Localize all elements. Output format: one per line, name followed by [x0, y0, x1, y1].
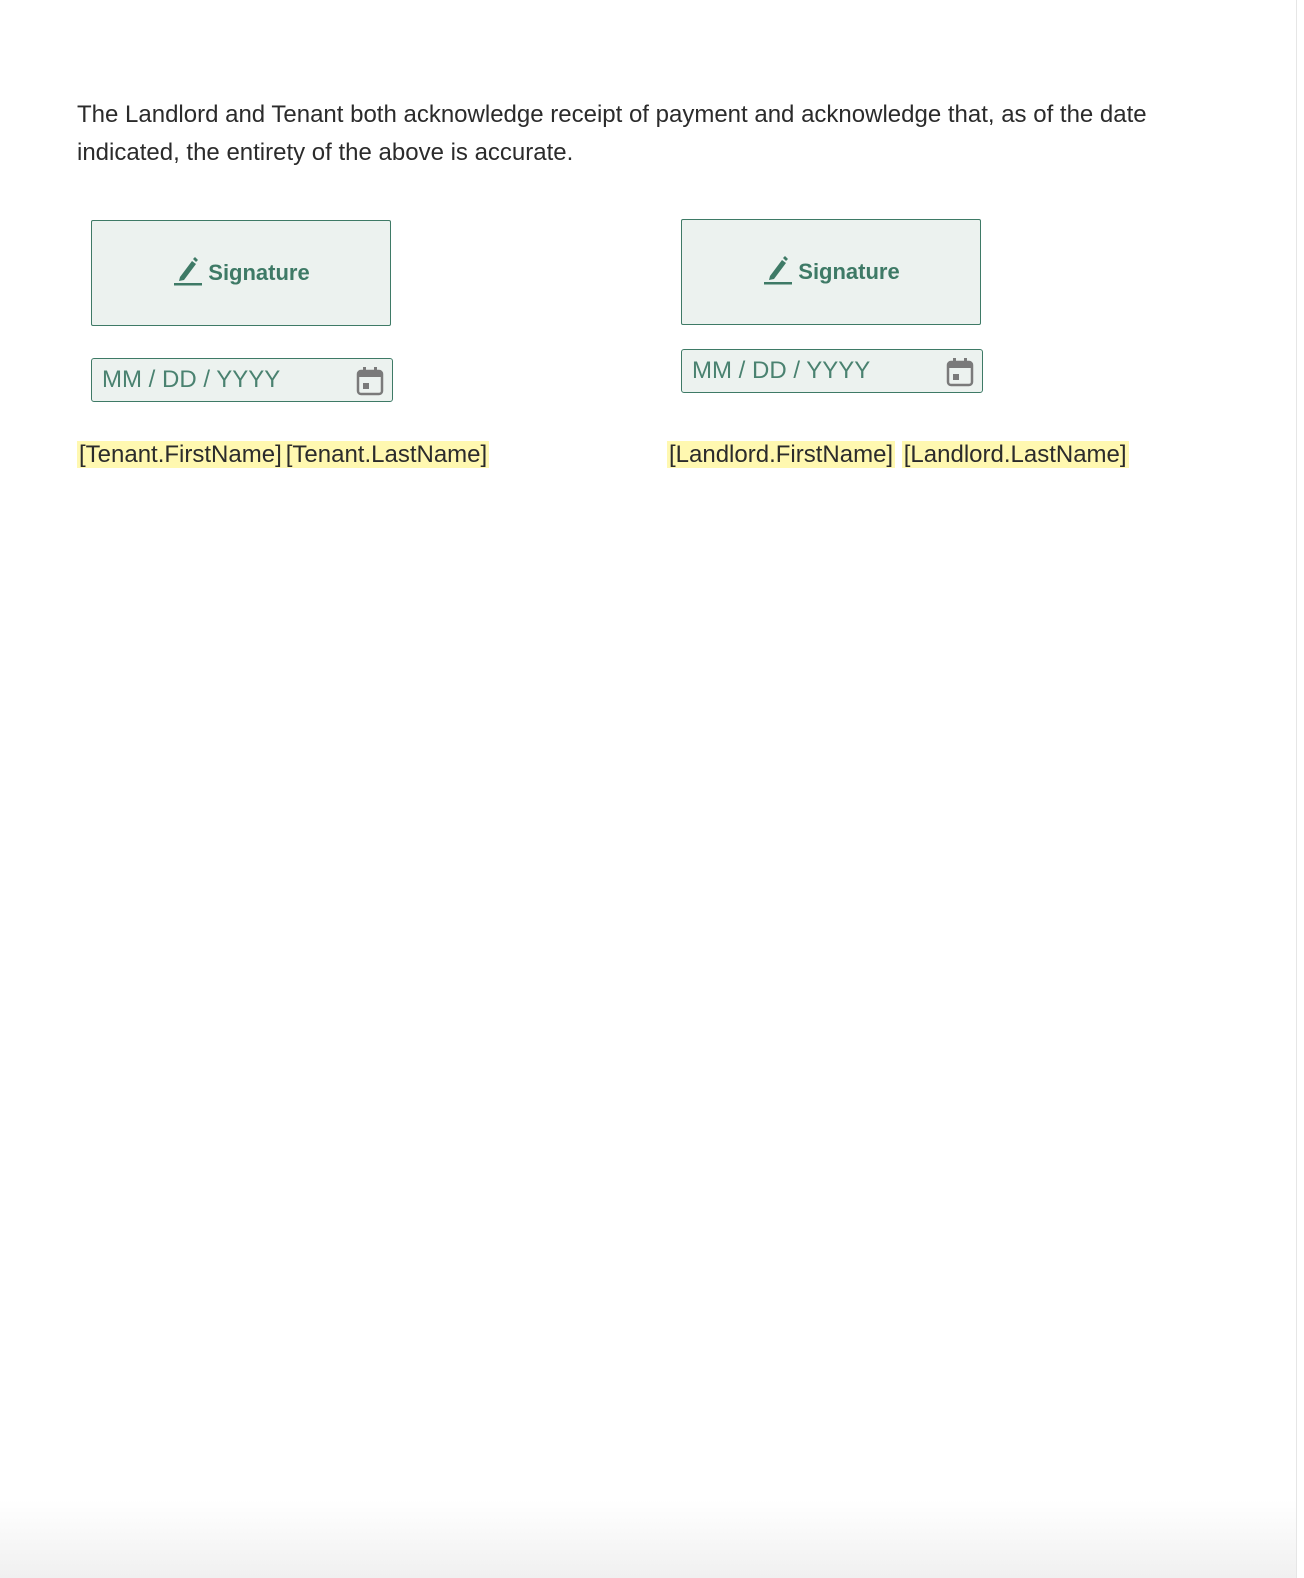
calendar-icon[interactable] — [356, 366, 384, 396]
tenant-name-line — [77, 439, 489, 471]
landlord-date-placeholder: MM / DD / YYYY — [692, 357, 871, 384]
bottom-shadow — [0, 1500, 1296, 1578]
page-edge-divider — [1296, 0, 1297, 1578]
tenant-signature-label: Signature — [208, 260, 310, 285]
landlord-date-field[interactable] — [681, 349, 983, 393]
tenant-last-name-token: [Tenant.LastName] — [285, 441, 488, 468]
tenant-first-name-token: [Tenant.FirstName] — [79, 441, 282, 468]
tenant-signature-field[interactable] — [91, 220, 391, 326]
landlord-first-name-token: [Landlord.FirstName] — [669, 441, 894, 468]
landlord-name-line — [667, 439, 1129, 471]
landlord-last-name-token: [Landlord.LastName] — [903, 441, 1127, 468]
landlord-signature-field[interactable] — [681, 219, 981, 325]
acknowledgement-text: The Landlord and Tenant both acknowledge receipt of payment and acknowledge that, as of the date indicated, the entirety of the above is accurate. — [77, 101, 1147, 166]
calendar-icon[interactable] — [946, 357, 974, 387]
tenant-date-placeholder: MM / DD / YYYY — [102, 366, 281, 393]
pen-icon — [762, 254, 794, 286]
tenant-date-field[interactable] — [91, 358, 393, 402]
landlord-signature-label: Signature — [798, 259, 900, 284]
pen-icon — [172, 255, 204, 287]
